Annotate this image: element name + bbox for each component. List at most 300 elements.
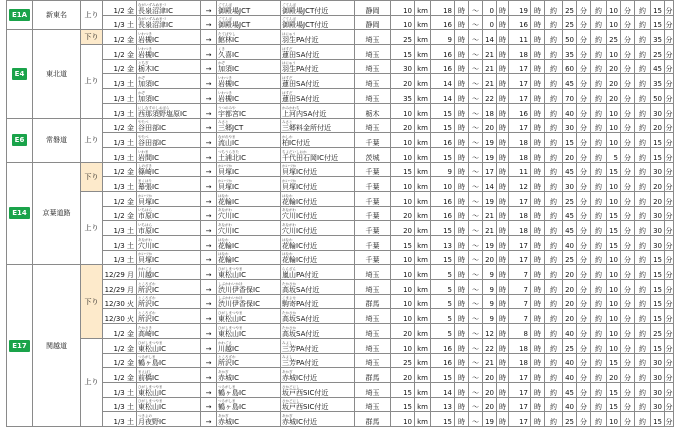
bottleneck-location (281, 59, 355, 74)
length-km: 20 (391, 368, 415, 383)
peak-hour: 7 (509, 280, 531, 295)
approx: 約 (591, 280, 607, 295)
bottleneck-location-text: 貝塚IC付近 (282, 168, 317, 177)
approx: 約 (635, 1, 651, 16)
direction-label: 上り (81, 338, 103, 426)
table-row (7, 250, 674, 265)
peak-minutes: 40 (563, 324, 577, 339)
detour-minutes: 10 (607, 191, 621, 206)
to-interchange (217, 206, 281, 221)
approx: 約 (635, 89, 651, 104)
approx: 約 (635, 397, 651, 412)
from-interchange (137, 382, 201, 397)
end-hour: 20 (483, 368, 497, 383)
peak-minutes: 30 (563, 177, 577, 192)
tilde: 〜 (469, 412, 483, 427)
to-interchange (217, 191, 281, 206)
approx: 約 (635, 15, 651, 30)
approx: 約 (545, 177, 563, 192)
to-interchange (217, 133, 281, 148)
table-row (7, 177, 674, 192)
minute-unit: 分 (577, 118, 591, 133)
loss-minutes: 35 (651, 74, 665, 89)
start-hour: 13 (431, 236, 455, 251)
to-interchange-furigana: くき (218, 46, 225, 51)
from-interchange-furigana: まくはり (138, 178, 152, 183)
peak-minutes: 25 (563, 191, 577, 206)
start-hour: 15 (431, 250, 455, 265)
table-row (7, 30, 674, 45)
km-unit: km (415, 412, 431, 427)
to-interchange-furigana: つちうらきた (218, 149, 239, 154)
minute-unit: 分 (577, 338, 591, 353)
km-unit: km (415, 162, 431, 177)
km-unit: km (415, 368, 431, 383)
approx: 約 (635, 206, 651, 221)
approx: 約 (545, 191, 563, 206)
peak-hour: 19 (509, 1, 531, 16)
hour-unit: 時 (497, 324, 509, 339)
end-hour: 17 (483, 162, 497, 177)
arrow-icon: → (201, 45, 217, 60)
from-interchange-text: 岩槻IC (138, 50, 159, 59)
length-km: 10 (391, 133, 415, 148)
tilde: 〜 (469, 221, 483, 236)
to-interchange (217, 368, 281, 383)
hour-unit: 時 (531, 309, 545, 324)
to-interchange (217, 162, 281, 177)
from-interchange-furigana: ひがしまつやま (138, 399, 163, 404)
to-interchange-text: 渋川伊香保IC (218, 300, 260, 309)
minute-unit: 分 (665, 162, 674, 177)
length-km: 10 (391, 191, 415, 206)
to-interchange-text: 宇都宮IC (218, 109, 246, 118)
minute-unit: 分 (621, 118, 635, 133)
km-unit: km (415, 89, 431, 104)
bottleneck-location (281, 89, 355, 104)
minute-unit: 分 (621, 265, 635, 280)
to-interchange-furigana: はなわ (218, 252, 229, 257)
tilde: 〜 (469, 103, 483, 118)
from-interchange (137, 15, 201, 30)
bottleneck-location-furigana: はなわ (282, 252, 293, 257)
minute-unit: 分 (577, 309, 591, 324)
prefecture: 群馬 (355, 294, 391, 309)
loss-minutes: 15 (651, 280, 665, 295)
date-cell: 1/3 土 (103, 236, 137, 251)
approx: 約 (591, 59, 607, 74)
date-cell: 1/3 土 (103, 177, 137, 192)
minute-unit: 分 (621, 294, 635, 309)
to-interchange-text: 御殿場JCT (218, 21, 251, 30)
to-interchange-furigana: しぶかわいかほ (218, 281, 243, 286)
to-interchange-furigana: かいづか (218, 178, 232, 183)
from-interchange (137, 221, 201, 236)
prefecture: 千葉 (355, 191, 391, 206)
to-interchange-text: 東松山IC (218, 315, 246, 324)
peak-minutes: 20 (563, 280, 577, 295)
approx: 約 (591, 250, 607, 265)
from-interchange (137, 397, 201, 412)
road-name: 京葉道路 (33, 162, 81, 265)
hour-unit: 時 (455, 74, 469, 89)
from-interchange-text: 穴川IC (138, 241, 159, 250)
bottleneck-location (281, 338, 355, 353)
to-interchange (217, 59, 281, 74)
minute-unit: 分 (621, 177, 635, 192)
approx: 約 (635, 353, 651, 368)
approx: 約 (545, 1, 563, 16)
bottleneck-location-furigana: はすだ (282, 76, 293, 81)
to-interchange (217, 338, 281, 353)
table-row (7, 206, 674, 221)
bottleneck-location-furigana: かしわ (282, 134, 293, 139)
km-unit: km (415, 15, 431, 30)
length-km: 10 (391, 309, 415, 324)
tilde: 〜 (469, 45, 483, 60)
detour-minutes: 25 (607, 30, 621, 45)
tilde: 〜 (469, 162, 483, 177)
to-interchange-text: 鶴ヶ島IC (218, 388, 246, 397)
hour-unit: 時 (455, 250, 469, 265)
start-hour: 5 (431, 280, 455, 295)
minute-unit: 分 (577, 265, 591, 280)
prefecture: 群馬 (355, 412, 391, 427)
minute-unit: 分 (577, 147, 591, 162)
start-hour: 16 (431, 59, 455, 74)
hour-unit: 時 (455, 221, 469, 236)
end-hour: 20 (483, 397, 497, 412)
from-interchange-text: 栃木IC (138, 65, 159, 74)
approx: 約 (591, 265, 607, 280)
bottleneck-location-text: 高坂SA付近 (282, 329, 320, 338)
approx: 約 (635, 133, 651, 148)
length-km: 30 (391, 59, 415, 74)
minute-unit: 分 (577, 397, 591, 412)
hour-unit: 時 (455, 118, 469, 133)
minute-unit: 分 (577, 74, 591, 89)
peak-hour: 7 (509, 309, 531, 324)
hour-unit: 時 (497, 382, 509, 397)
peak-minutes: 20 (563, 309, 577, 324)
road-number-cell (7, 162, 33, 265)
peak-hour: 11 (509, 162, 531, 177)
hour-unit: 時 (531, 265, 545, 280)
to-interchange-furigana: ひがしまつやま (218, 325, 243, 330)
peak-hour: 11 (509, 30, 531, 45)
tilde: 〜 (469, 59, 483, 74)
arrow-icon: → (201, 191, 217, 206)
approx: 約 (591, 221, 607, 236)
minute-unit: 分 (665, 133, 674, 148)
start-hour: 16 (431, 206, 455, 221)
minute-unit: 分 (577, 206, 591, 221)
bottleneck-location (281, 1, 355, 16)
peak-minutes: 30 (563, 118, 577, 133)
bottleneck-location-furigana: はなわ (282, 237, 293, 242)
peak-hour: 18 (509, 353, 531, 368)
end-hour: 14 (483, 30, 497, 45)
to-interchange (217, 294, 281, 309)
peak-minutes: 25 (563, 338, 577, 353)
detour-minutes: 15 (607, 236, 621, 251)
bottleneck-location-text: 蓮田SA付近 (282, 50, 320, 59)
arrow-icon: → (201, 382, 217, 397)
date-cell: 1/2 金 (103, 338, 137, 353)
from-interchange-furigana: やたべ (138, 120, 149, 125)
prefecture: 千葉 (355, 250, 391, 265)
peak-hour: 18 (509, 221, 531, 236)
to-interchange-text: 赤城IC (218, 417, 239, 426)
hour-unit: 時 (531, 250, 545, 265)
approx: 約 (545, 15, 563, 30)
hour-unit: 時 (531, 177, 545, 192)
loss-minutes: 30 (651, 382, 665, 397)
minute-unit: 分 (577, 324, 591, 339)
prefecture: 埼玉 (355, 309, 391, 324)
loss-minutes: 30 (651, 221, 665, 236)
approx: 約 (591, 353, 607, 368)
end-hour: 19 (483, 147, 497, 162)
detour-minutes: 10 (607, 15, 621, 30)
end-hour: 19 (483, 412, 497, 427)
tilde: 〜 (469, 15, 483, 30)
bottleneck-location-text: 蓮田SA付近 (282, 94, 320, 103)
length-km: 15 (391, 397, 415, 412)
to-interchange (217, 103, 281, 118)
date-cell: 1/3 土 (103, 103, 137, 118)
hour-unit: 時 (531, 338, 545, 353)
approx: 約 (545, 206, 563, 221)
date-cell: 1/2 金 (103, 30, 137, 45)
from-interchange (137, 74, 201, 89)
end-hour: 9 (483, 280, 497, 295)
peak-minutes: 15 (563, 133, 577, 148)
hour-unit: 時 (497, 15, 509, 30)
start-hour: 15 (431, 147, 455, 162)
table-row (7, 74, 674, 89)
km-unit: km (415, 133, 431, 148)
bottleneck-location-furigana: こまよせ (282, 296, 296, 301)
approx: 約 (635, 368, 651, 383)
peak-hour: 17 (509, 397, 531, 412)
hour-unit: 時 (531, 294, 545, 309)
approx: 約 (545, 338, 563, 353)
prefecture: 埼玉 (355, 280, 391, 295)
direction-label: 上り (81, 118, 103, 162)
prefecture: 埼玉 (355, 338, 391, 353)
hour-unit: 時 (497, 59, 509, 74)
length-km: 35 (391, 89, 415, 104)
minute-unit: 分 (665, 338, 674, 353)
from-interchange (137, 1, 201, 16)
road-number-cell (7, 265, 33, 427)
from-interchange-text: 所沢IC (138, 315, 159, 324)
bottleneck-location-text: 上河内SA付近 (282, 109, 327, 118)
end-hour: 19 (483, 133, 497, 148)
loss-minutes: 30 (651, 368, 665, 383)
end-hour: 21 (483, 353, 497, 368)
from-interchange-text: 月夜野IC (138, 417, 166, 426)
to-interchange-text: 渋川伊香保IC (218, 285, 260, 294)
length-km: 20 (391, 206, 415, 221)
approx: 約 (591, 324, 607, 339)
loss-minutes: 15 (651, 265, 665, 280)
minute-unit: 分 (665, 236, 674, 251)
start-hour: 14 (431, 89, 455, 104)
from-interchange-text: 加須IC (138, 94, 159, 103)
from-interchange (137, 103, 201, 118)
from-interchange-text: 前橋IC (138, 373, 159, 382)
bottleneck-location-furigana: あかぎ (282, 369, 293, 374)
hour-unit: 時 (531, 89, 545, 104)
bottleneck-location-text: 千代田石岡IC付近 (282, 153, 338, 162)
start-hour: 5 (431, 309, 455, 324)
peak-minutes: 45 (563, 206, 577, 221)
tilde: 〜 (469, 118, 483, 133)
loss-minutes: 15 (651, 338, 665, 353)
date-cell: 1/2 金 (103, 45, 137, 60)
arrow-icon: → (201, 397, 217, 412)
peak-hour: 12 (509, 177, 531, 192)
road-number-badge: E1A (9, 9, 30, 21)
from-interchange (137, 118, 201, 133)
peak-minutes: 40 (563, 353, 577, 368)
detour-minutes: 10 (607, 309, 621, 324)
bottleneck-location-text: 三芳PA付近 (282, 344, 319, 353)
prefecture: 埼玉 (355, 30, 391, 45)
table-row (7, 397, 674, 412)
hour-unit: 時 (497, 1, 509, 16)
minute-unit: 分 (665, 206, 674, 221)
minute-unit: 分 (665, 368, 674, 383)
to-interchange-text: 東松山IC (218, 271, 246, 280)
tilde: 〜 (469, 1, 483, 16)
road-number-badge: E17 (9, 340, 30, 352)
from-interchange (137, 294, 201, 309)
bottleneck-location-text: 三郷料金所付近 (282, 124, 331, 133)
minute-unit: 分 (665, 45, 674, 60)
table-row (7, 338, 674, 353)
length-km: 15 (391, 45, 415, 60)
bottleneck-location (281, 382, 355, 397)
hour-unit: 時 (497, 265, 509, 280)
tilde: 〜 (469, 397, 483, 412)
date-cell: 1/3 土 (103, 412, 137, 427)
table-row (7, 353, 674, 368)
minute-unit: 分 (577, 30, 591, 45)
minute-unit: 分 (621, 206, 635, 221)
hour-unit: 時 (497, 353, 509, 368)
start-hour: 16 (431, 45, 455, 60)
tilde: 〜 (469, 309, 483, 324)
bottleneck-location-furigana: みよし (282, 340, 293, 345)
to-interchange (217, 397, 281, 412)
km-unit: km (415, 324, 431, 339)
bottleneck-location-furigana: みよし (282, 355, 293, 360)
km-unit: km (415, 294, 431, 309)
from-interchange (137, 265, 201, 280)
approx: 約 (635, 338, 651, 353)
tilde: 〜 (469, 353, 483, 368)
hour-unit: 時 (531, 353, 545, 368)
hour-unit: 時 (455, 206, 469, 221)
approx: 約 (545, 221, 563, 236)
minute-unit: 分 (665, 74, 674, 89)
bottleneck-location (281, 147, 355, 162)
hour-unit: 時 (455, 294, 469, 309)
loss-minutes: 20 (651, 177, 665, 192)
km-unit: km (415, 103, 431, 118)
minute-unit: 分 (665, 353, 674, 368)
from-interchange-text: 加須IC (138, 80, 159, 89)
bottleneck-location-furigana: はにゅう (282, 61, 296, 66)
loss-minutes: 15 (651, 15, 665, 30)
date-cell: 1/3 土 (103, 74, 137, 89)
bottleneck-location-text: 花輪IC付近 (282, 256, 317, 265)
start-hour: 16 (431, 353, 455, 368)
from-interchange (137, 177, 201, 192)
approx: 約 (635, 221, 651, 236)
from-interchange-furigana: いちはら (138, 223, 152, 227)
arrow-icon: → (201, 368, 217, 383)
loss-minutes: 30 (651, 162, 665, 177)
bottleneck-location-furigana: みさと (282, 120, 293, 125)
prefecture: 静岡 (355, 15, 391, 30)
date-cell: 1/3 土 (103, 89, 137, 104)
bottleneck-location-text: 羽生PA付近 (282, 65, 319, 74)
bottleneck-location (281, 191, 355, 206)
approx: 約 (635, 294, 651, 309)
bottleneck-location-furigana: はなわ (282, 193, 293, 198)
bottleneck-location-text: 坂戸西SIC付近 (282, 403, 329, 412)
approx: 約 (591, 412, 607, 427)
approx: 約 (591, 206, 607, 221)
prefecture: 埼玉 (355, 89, 391, 104)
to-interchange-text: 花輪IC (218, 241, 239, 250)
hour-unit: 時 (497, 177, 509, 192)
hour-unit: 時 (531, 74, 545, 89)
bottleneck-location-furigana: たかさか (282, 311, 296, 316)
end-hour: 19 (483, 191, 497, 206)
detour-minutes: 10 (607, 1, 621, 16)
from-interchange-furigana: いわつき (138, 32, 152, 37)
arrow-icon: → (201, 103, 217, 118)
to-interchange (217, 412, 281, 427)
bottleneck-location-furigana: たかさか (282, 281, 296, 286)
end-hour: 21 (483, 221, 497, 236)
road-name: 常磐道 (33, 118, 81, 162)
to-interchange-text: 岩槻IC (218, 94, 239, 103)
start-hour: 13 (431, 397, 455, 412)
hour-unit: 時 (497, 74, 509, 89)
minute-unit: 分 (665, 1, 674, 16)
loss-minutes: 20 (651, 118, 665, 133)
length-km: 10 (391, 294, 415, 309)
table-row (7, 368, 674, 383)
approx: 約 (591, 397, 607, 412)
approx: 約 (545, 412, 563, 427)
hour-unit: 時 (455, 133, 469, 148)
start-hour: 5 (431, 265, 455, 280)
hour-unit: 時 (497, 294, 509, 309)
hour-unit: 時 (497, 133, 509, 148)
approx: 約 (591, 177, 607, 192)
end-hour: 20 (483, 118, 497, 133)
hour-unit: 時 (455, 59, 469, 74)
peak-minutes: 25 (563, 412, 577, 427)
peak-minutes: 45 (563, 74, 577, 89)
